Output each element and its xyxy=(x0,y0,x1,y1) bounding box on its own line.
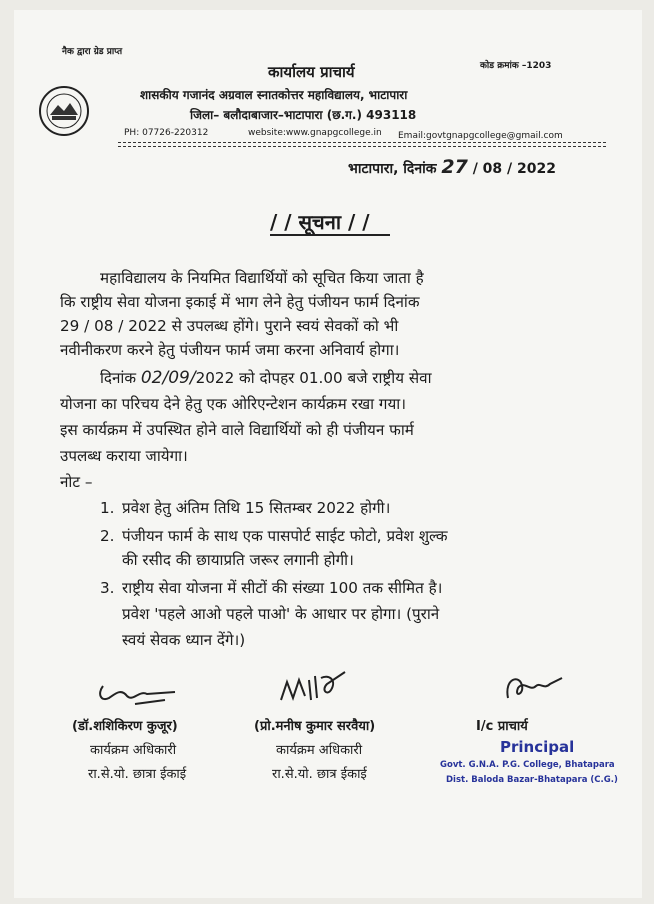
signature-3-icon xyxy=(500,668,570,708)
signature-2-icon xyxy=(275,660,355,710)
date-month-year: / 08 / 2022 xyxy=(472,161,556,177)
para2-line1 xyxy=(100,366,432,390)
para2-line1-rest: 2022 को दोपहर 01.00 बजे राष्ट्रीय सेवा xyxy=(195,369,432,387)
para2-date-handwritten: 02/09/ xyxy=(140,368,196,388)
college-district: जिला– बलौदाबाजार–भाटापारा (छ.ग.) 493118 xyxy=(190,108,417,122)
header-divider xyxy=(118,142,606,143)
para2-line4: उपलब्ध कराया जायेगा। xyxy=(60,447,188,465)
signatory-1-role: कार्यक्रम अधिकारी xyxy=(90,743,177,758)
note-1-line1: प्रवेश हेतु अंतिम तिथि 15 सितम्बर 2022 होगी। xyxy=(122,499,391,517)
para2-prefix: दिनांक xyxy=(100,369,137,387)
para1-line1: महाविद्यालय के नियमित विद्यार्थियों को सूचित किया जाता है xyxy=(100,269,424,287)
code-number: कोड क्रमांक –1203 xyxy=(480,61,552,71)
naac-grade-text: नैक द्वारा ग्रेड प्राप्त xyxy=(62,47,123,57)
para2-line3: इस कार्यक्रम में उपस्थित होने वाले विद्यार्थियों को ही पंजीयन फार्म xyxy=(60,421,414,439)
email-text: Email:govtgnapgcollege@gmail.com xyxy=(398,131,563,141)
principal-stamp-line1: Govt. G.N.A. P.G. College, Bhatapara xyxy=(440,760,615,770)
note-3-line3: स्वयं सेवक ध्यान देंगे।) xyxy=(122,631,246,649)
signatory-1-name: (डॉ.शशिकिरण कुजूर) xyxy=(72,719,178,734)
phone-number: PH: 07726-220312 xyxy=(124,128,209,138)
note-2-line1: पंजीयन फार्म के साथ एक पासपोर्ट साईट फोटो, प्रवेश शुल्क xyxy=(122,527,448,545)
title-underline xyxy=(270,234,390,236)
college-name: शासकीय गजानंद अग्रवाल स्नातकोत्तर महाविद्यालय, भाटापारा xyxy=(140,88,408,102)
note-3-line2: प्रवेश 'पहले आओ पहले पाओ' के आधार पर होगा। (पुराने xyxy=(122,605,440,623)
signatory-1-unit: रा.से.यो. छात्रा ईकाई xyxy=(88,767,187,782)
para1-line2: कि राष्ट्रीय सेवा योजना इकाई में भाग लेने हेतु पंजीयन फार्म दिनांक xyxy=(60,293,420,311)
college-seal-icon xyxy=(38,85,90,137)
principal-stamp-line2: Dist. Baloda Bazar-Bhatapara (C.G.) xyxy=(446,775,618,785)
signatory-2-unit: रा.से.यो. छात्र ईकाई xyxy=(272,767,367,782)
note-label: नोट – xyxy=(60,473,93,491)
office-title: कार्यालय प्राचार्य xyxy=(268,63,355,81)
signatory-2-name: (प्रो.मनीष कुमार सरवैया) xyxy=(254,719,376,734)
note-1-number: 1. xyxy=(100,499,115,517)
principal-label: I/c प्राचार्य xyxy=(476,719,528,734)
note-3-line1: राष्ट्रीय सेवा योजना में सीटों की संख्या 100 तक सीमित है। xyxy=(122,579,443,597)
website-text: website:www.gnapgcollege.in xyxy=(248,128,382,138)
header-divider-2 xyxy=(118,146,606,147)
para1-line3: 29 / 08 / 2022 से उपलब्ध होंगे। पुराने स्वयं सेवकों को भी xyxy=(60,317,399,335)
date-prefix: भाटापारा, दिनांक xyxy=(348,161,437,177)
signature-1-icon xyxy=(95,680,185,710)
para1-line4: नवीनीकरण करने हेतु पंजीयन फार्म जमा करना अनिवार्य होगा। xyxy=(60,341,400,359)
date-day-handwritten: 27 xyxy=(441,156,468,178)
note-3-number: 3. xyxy=(100,579,115,597)
para2-line2: योजना का परिचय देने हेतु एक ओरिएन्टेशन कार्यक्रम रखा गया। xyxy=(60,395,406,413)
notice-title: / / सूचना / / xyxy=(270,210,370,234)
note-2-number: 2. xyxy=(100,527,115,545)
date-line xyxy=(348,156,556,178)
signatory-2-role: कार्यक्रम अधिकारी xyxy=(276,743,363,758)
principal-stamp-title: Principal xyxy=(500,738,575,756)
note-2-line2: की रसीद की छायाप्रति जरूर लगानी होगी। xyxy=(122,551,354,569)
